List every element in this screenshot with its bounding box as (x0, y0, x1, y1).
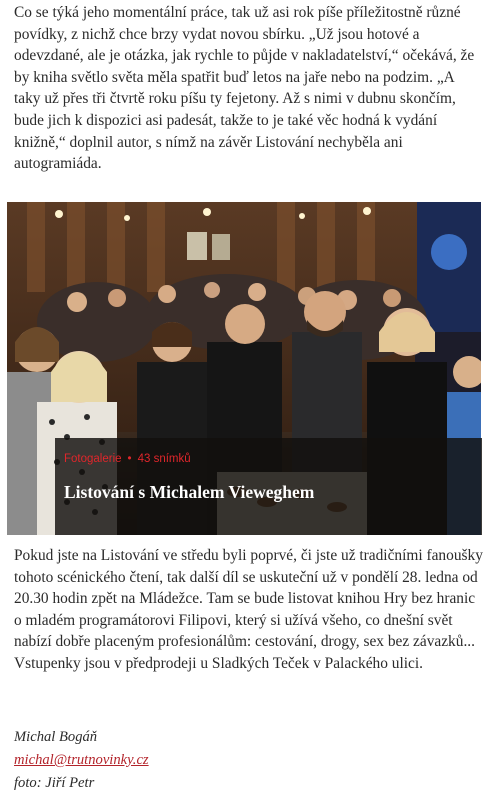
gallery-meta[interactable] (64, 453, 191, 465)
author-name: Michal Bogáň (14, 729, 98, 745)
gallery-count: 43 snímků (137, 453, 191, 465)
article-paragraph: Pokud jste na Listování ve středu byli poprvé, či jste už tradičními fanoušky tohoto scénického čtení, tak další díl se uskuteční už v pondělí 28. ledna od 20.30 hodin zpět na Mládežce. Tam se bude listovat knihou Hry bez hranic o mladém programátorovi Filipovi, který si užívá všeho, co dnešní svět nabízí dobře placeným profesionálům: cestování, drogy, sex bez závazků... Vstupenky jsou v předprodeji u Sladkých Teček v Palackého ulici. (14, 547, 483, 672)
gallery-label[interactable]: Fotogalerie (64, 453, 122, 465)
gallery-caption[interactable] (55, 438, 482, 535)
photo-credit: foto: Jiří Petr (14, 775, 95, 791)
article-paragraph: Co se týká jeho momentální práce, tak už asi rok píše příležitostně různé povídky, z nichž chce brzy vydat novou sbírku. „Už jsou hotové a odevzdané, ale je otázka, jak rychle to půjde v nakladatelství,“ očekává, že by kniha světlo světa měla spatřit buď letos na jaře nebo na podzim. „A taky už přes tři čtvrtě roku píšu ty fejetony. Až s nimi v dubnu skončím, bude jich k dispozici asi padesát, takže to je také věc hodná k vydání knižně,“ doplnil autor, s nímž na závěr Listování nechyběla ani autogramiáda. (14, 4, 475, 173)
gallery-title[interactable]: Listování s Michalem Vieweghem (64, 482, 315, 502)
gallery-separator: • (127, 453, 132, 465)
author-email-link[interactable]: michal@trutnovinky.cz (14, 752, 149, 768)
